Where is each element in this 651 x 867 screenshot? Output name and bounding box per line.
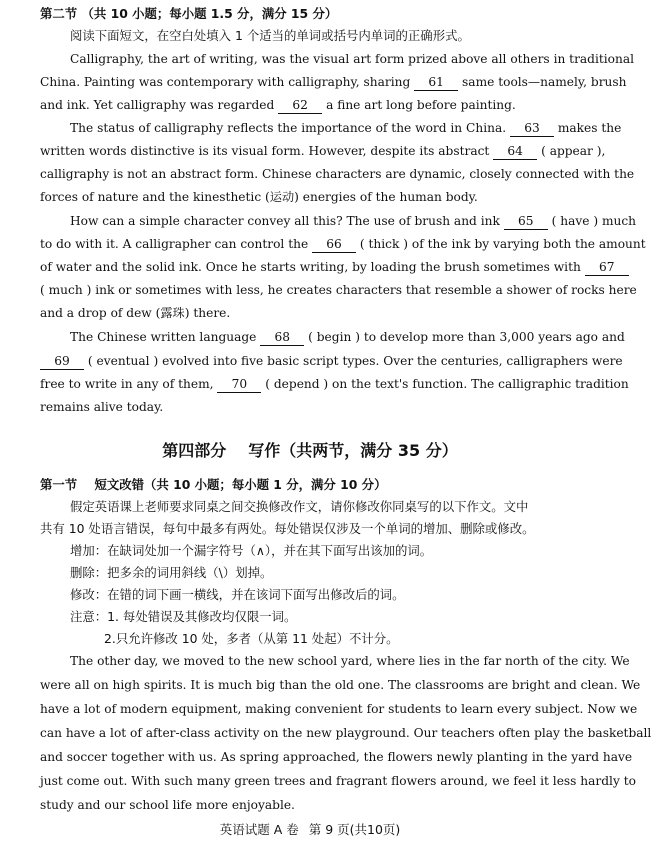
passage-line: written words distinctive is its visual form. However, despite its abstract 64 ( appear ), [40, 144, 606, 158]
essay-line: have a lot of modern equipment, making convenient for students to learn every subject. Now we [40, 702, 638, 716]
section-header: 第二节 （共 10 小题；每小题 1.5 分，满分 15 分） [40, 6, 338, 21]
passage-line: The Chinese written language 68 ( begin ) to develop more than 3,000 years ago and [70, 330, 625, 344]
instruction-line: 假定英语课上老师要求同桌之间交换修改作文，请你修改你同桌写的以下作文。文中 [70, 499, 529, 514]
passage-line: and a drop of dew (露珠) there. [40, 306, 231, 320]
passage-line: forces of nature and the kinesthetic (运动) energies of the human body. [40, 190, 478, 204]
passage-line: China. Painting was contemporary with calligraphy, sharing 61 same tools—namely, brush [40, 75, 627, 89]
instruction-line: 2.只允许修改 10 处，多者（从第 11 处起）不计分。 [104, 631, 399, 646]
essay-line: and soccer together with us. As spring approached, the flowers newly planting in the yard have [40, 750, 633, 764]
instruction-line: 修改：在错的词下画一横线，并在该词下面写出修改后的词。 [70, 587, 405, 602]
blank-66[interactable]: 66 [312, 236, 356, 253]
essay-line: were all on high spirits. It is much big than the old one. The classrooms are bright and clean. We [40, 678, 641, 692]
instruction-line: 增加：在缺词处加一个漏字符号（∧），并在其下面写出该加的词。 [70, 543, 433, 558]
essay-line: can have a lot of after-class activity on the new playground. Our teachers often play the basketball [40, 726, 651, 740]
passage-line: to do with it. A calligrapher can control the 66 ( thick ) of the ink by varying both the amount [40, 237, 646, 251]
passage-line: free to write in any of them, 70 ( depend ) on the text's function. The calligraphic tradition [40, 377, 629, 391]
blank-64[interactable]: 64 [493, 143, 537, 160]
passage-line: calligraphy is not an abstract form. Chinese characters are dynamic, closely connected with the [40, 167, 635, 181]
essay-line: study and our school life more enjoyable. [40, 798, 295, 812]
passage-line: remains alive today. [40, 400, 164, 414]
blank-69[interactable]: 69 [40, 353, 84, 370]
passage-line: How can a simple character convey all this? The use of brush and ink 65 ( have ) much [70, 214, 637, 228]
instruction-line: 共有 10 处语言错误，每句中最多有两处。每处错误仅涉及一个单词的增加、删除或修改。 [40, 521, 535, 536]
part-number: 第四部分 [162, 441, 227, 460]
blank-61[interactable]: 61 [414, 74, 458, 91]
page-footer [0, 820, 620, 838]
instruction-line: 注意：1. 每处错误及其修改均仅限一词。 [70, 609, 297, 624]
page-number: 第 9 页(共10页) [308, 822, 401, 837]
passage-line: of water and the solid ink. Once he starts writing, by loading the brush sometimes with 67 [40, 259, 592, 276]
blank-62[interactable]: 62 [278, 97, 322, 114]
blank-63[interactable]: 63 [510, 120, 554, 137]
passage-line: 69 ( eventual ) evolved into five basic script types. Over the centuries, calligraphers were [40, 353, 592, 370]
blank-67[interactable]: 67 [585, 259, 629, 276]
essay-line: just come out. With such many green trees and fragrant flowers around, we feel it less hardly to [40, 774, 636, 788]
blank-68[interactable]: 68 [260, 329, 304, 346]
blank-65[interactable]: 65 [504, 213, 548, 230]
passage-line: Calligraphy, the art of writing, was the visual art form prized above all others in traditional [70, 52, 635, 66]
instruction: 阅读下面短文，在空白处填入 1 个适当的单词或括号内单词的正确形式。 [70, 28, 470, 43]
paper-name: 英语试题 A 卷 [219, 822, 299, 837]
essay-line: The other day, we moved to the new school yard, where lies in the far north of the city. We [70, 654, 630, 668]
passage-line: ( much ) ink or sometimes with less, he creates characters that resemble a shower of rocks here [40, 283, 637, 297]
passage-line: and ink. Yet calligraphy was regarded 62 a fine art long before painting. [40, 98, 516, 112]
writing-section-header: 第一节 短文改错（共 10 小题；每小题 1 分，满分 10 分） [40, 477, 387, 492]
passage-line: The status of calligraphy reflects the importance of the word in China. 63 makes the [70, 121, 622, 135]
part-subtitle: 写作（共两节，满分 35 分） [248, 441, 458, 460]
instruction-line: 删除：把多余的词用斜线（\）划掉。 [70, 565, 273, 580]
blank-70[interactable]: 70 [217, 376, 261, 393]
part-title [0, 438, 620, 461]
